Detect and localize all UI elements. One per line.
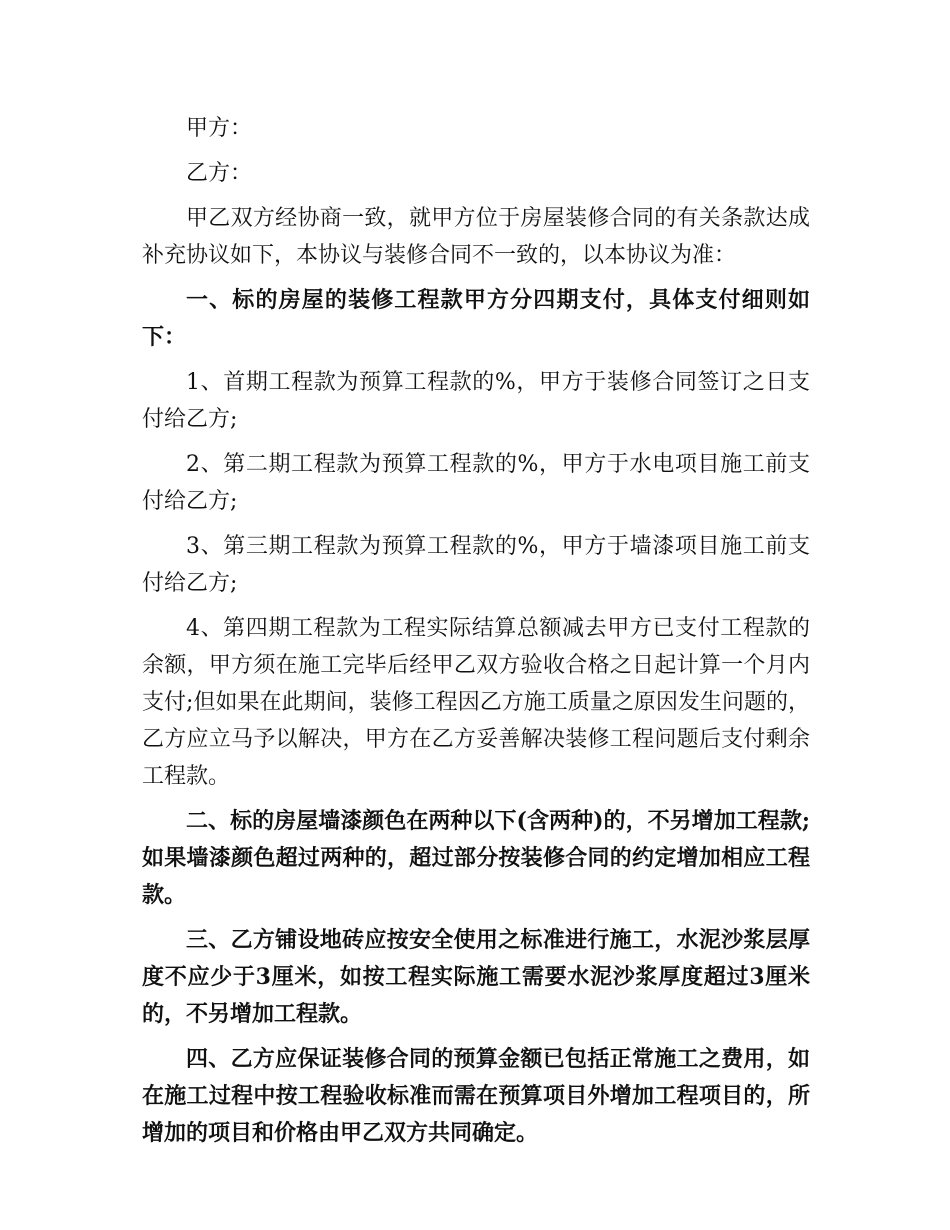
clause-1-item-2: 2、第二期工程款为预算工程款的%，甲方于水电项目施工前支付给乙方; [142,452,810,514]
clause-3: 三、乙方铺设地砖应按安全使用之标准进行施工，水泥沙浆层厚度不应少于3厘米，如按工程实际施工需要水泥沙浆厚度超过3厘米的，不另增加工程款。 [142,927,810,1027]
clause-1-item-1: 1、首期工程款为预算工程款的%，甲方于装修合同签订之日支付给乙方; [142,370,810,432]
clause-1-item-4: 4、第四期工程款为工程实际结算总额减去甲方已支付工程款的余额，甲方须在施工完毕后经甲乙双方验收合格之日起计算一个月内支付;但如果在此期间，装修工程因乙方施工质量之原因发生问题的，乙方应立马予以解决，甲方在乙方妥善解决装修工程问题后支付剩余工程款。 [142,616,810,789]
party-a-line: 甲方： [186,116,253,141]
clause-1-item-3: 3、第三期工程款为预算工程款的%，甲方于墙漆项目施工前支付给乙方; [142,534,810,596]
clause-1-heading: 一、标的房屋的装修工程款甲方分四期支付，具体支付细则如下： [142,287,810,350]
clause-4: 四、乙方应保证装修合同的预算金额已包括正常施工之费用，如在施工过程中按工程验收标准而需在预算项目外增加工程项目的，所增加的项目和价格由甲乙双方共同确定。 [142,1046,810,1146]
intro-paragraph: 甲乙双方经协商一致，就甲方位于房屋装修合同的有关条款达成补充协议如下，本协议与装修合同不一致的，以本协议为准： [142,206,810,268]
party-b-line: 乙方： [186,161,253,186]
clause-2: 二、标的房屋墙漆颜色在两种以下(含两种)的，不另增加工程款;如果墙漆颜色超过两种的，超过部分按装修合同的约定增加相应工程款。 [142,808,810,908]
document-page [142,110,810,1160]
